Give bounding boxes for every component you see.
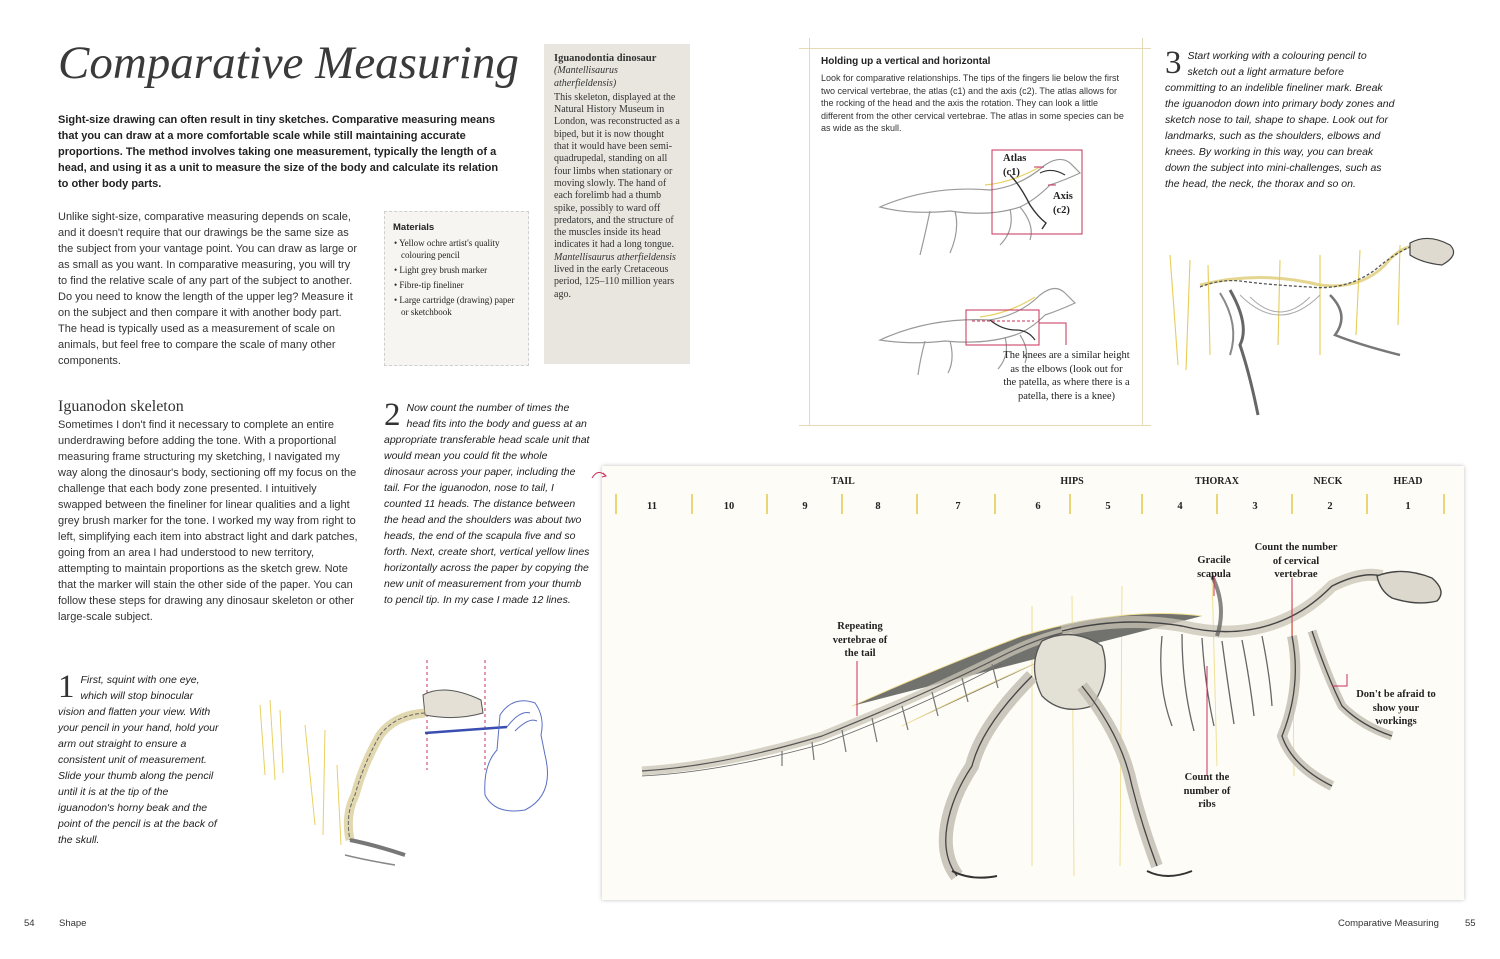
annotation-afraid: Don't be afraid to show your workings xyxy=(1356,689,1436,727)
step-2 xyxy=(384,397,590,608)
unit-number: 9 xyxy=(802,501,808,512)
materials-item: • Large cartridge (drawing) paper or sketchbook xyxy=(394,295,515,317)
step-number: 2 xyxy=(384,397,401,433)
materials-item: • Light grey brush marker xyxy=(394,265,488,275)
annotation-cervical: Count the number of cervical vertebrae xyxy=(1254,542,1338,580)
unit-number: 4 xyxy=(1177,501,1183,512)
region-thorax: THORAX xyxy=(1195,476,1239,487)
footer-section-right: Comparative Measuring xyxy=(1338,918,1439,929)
unit-number: 2 xyxy=(1327,501,1333,512)
iguanodontia-box xyxy=(544,44,690,364)
unit-number: 11 xyxy=(647,501,657,512)
unit-number: 5 xyxy=(1105,501,1111,512)
atlas-label: Atlas (c1) xyxy=(1003,153,1027,178)
step-1 xyxy=(58,669,220,848)
holding-rule-bottom xyxy=(799,425,1151,426)
knees-label: The knees are a similar height as the elbows (look out for the patella, as where there is a patella, there is a knee) xyxy=(1003,350,1130,402)
step3-illustration xyxy=(1160,215,1465,430)
holding-rule-top xyxy=(799,48,1151,49)
unit-number: 10 xyxy=(723,501,735,512)
annotation-ribs: Count the number of ribs xyxy=(1183,772,1231,810)
step-text: First, squint with one eye, which will stop binocular vision and flatten your view. With your pencil in your hand, hold your arm out straight to ensure a consistent unit of measurement. Slide your thumb along the pencil until it is at the tip of the iguanodon's horny beak and the point of the pencil is at the back of the skull. xyxy=(58,674,219,846)
step-number: 3 xyxy=(1165,45,1182,81)
step-3 xyxy=(1165,45,1395,192)
iguanodontia-heading: Iguanodontia dinosaur xyxy=(554,53,657,64)
page-number-right: 55 xyxy=(1465,918,1476,929)
skeleton-drawing xyxy=(602,466,1464,900)
region-head: HEAD xyxy=(1393,476,1423,487)
unit-number: 1 xyxy=(1405,501,1411,512)
unit-number: 7 xyxy=(955,501,961,512)
step1-illustration xyxy=(245,655,580,870)
step-text: Now count the number of times the head fits into the body and guess at an appropriate transferable head scale unit that would mean you could fit the whole dinosaur across your paper, including the tail. For the iguanodon, nose to tail, I counted 11 heads. The distance between the head and the shoulders was about two heads, the end of the scapula five and so forth. Next, create short, vertical yellow lines horizontally across the paper by copying the new unit of measurement from your thumb to pencil tip. In my case I made 12 lines. xyxy=(384,402,590,606)
step-text: Start working with a colouring pencil to sketch out a light armature before committing to an indelible fineliner mark. Break the iguanodon down into primary body zones and sketch nose to tail, shape to shape. Look out for landmarks, such as the shoulders, elbows and knees. By working in this way, you can break down the subject into mini-challenges, such as the head, the neck, the thorax and so on. xyxy=(1165,50,1395,190)
region-tail: TAIL xyxy=(831,476,855,487)
region-hips: HIPS xyxy=(1060,476,1084,487)
intro-paragraph: Sight-size drawing can often result in tiny sketches. Comparative measuring means that you can draw at a more comfortable scale while still maintaining accurate proportions. The method involves taking one measurement, typically the length of a head, and using it as a unit to measure the size of the body and calculate its relation to other body parts. xyxy=(58,114,499,190)
materials-list xyxy=(393,237,520,318)
region-neck: NECK xyxy=(1313,476,1343,487)
step-number: 1 xyxy=(58,669,75,705)
axis-label: Axis (c2) xyxy=(1053,191,1073,216)
annotation-tail: Repeating vertebrae of the tail xyxy=(832,621,888,659)
body-paragraph: Unlike sight-size, comparative measuring depends on scale, and it doesn't require that our drawings be the same size as the subject from your vantage point. You can draw as large or as small as you want. In comparative measuring, you will try to find the relative scale of any part of the subject to another. Do you need to know the length of the upper leg? Measure it on the subject and then compare it with another body part. The head is typically used as a measurement of scale on animals, but feel free to compare the scale of many other components. xyxy=(58,211,358,367)
materials-box xyxy=(384,211,529,366)
iguanodontia-latin: (Mantellisaurus atherfieldensis) xyxy=(554,65,618,89)
annotation-scapula: Gracile scapula xyxy=(1197,555,1231,580)
holding-heading: Holding up a vertical and horizontal xyxy=(821,56,991,67)
skeleton-heading: Iguanodon skeleton xyxy=(58,398,184,415)
unit-number: 6 xyxy=(1035,501,1041,512)
page-number-left: 54 xyxy=(24,918,35,929)
skeleton-paragraph: Sometimes I don't find it necessary to complete an entire underdrawing before adding the tone. With a proportional measuring frame structuring my sketching, I navigated my way along the dinosaur's body, sectioning off my focus on the challenge that each body zone presented. I intuitively swapped between the fineliner for linear qualities and a light grey brush marker for the tone. I worked my way from right to left, simplifying each item into abstract light and dark patches, going from an area I had understood to new territory, attempting to maintain proportions as the sketch grew. Note that the marker will stain the other side of the paper. You can follow these steps for drawing any dinosaur skeleton or other large-scale subject. xyxy=(58,419,358,623)
materials-item: • Fibre-tip fineliner xyxy=(394,280,464,290)
materials-heading: Materials xyxy=(393,222,435,233)
page-title: Comparative Measuring xyxy=(58,37,519,89)
unit-number: 8 xyxy=(875,501,881,512)
iguanodontia-text: This skeleton, displayed at the Natural History Museum in London, was reconstructed as a biped, but it is now thought that it would have been semi-quadrupedal, standing on all four limbs when stationary or moving slowly. The hand of each forelimb had a thumb spike, possibly to ward off predators, and the structure of the muscles inside its head indicates it had a long tongue. Mantellisaurus atherfieldensis lived in the early Cretaceous period, 125–110 million years ago. xyxy=(554,91,680,300)
unit-number: 3 xyxy=(1252,501,1258,512)
holding-text: Look for comparative relationships. The tips of the fingers lie below the first two cervical vertebrae, the atlas (c1) and the axis (c2). The atlas allows for the rocking of the head and the axis the rotation. They can look a little different from the other cervical vertebrae. The atlas in some species can be as wide as the skull. xyxy=(821,73,1124,134)
materials-item: • Yellow ochre artist's quality colouring pencil xyxy=(394,238,500,260)
footer-section-left: Shape xyxy=(59,918,87,929)
